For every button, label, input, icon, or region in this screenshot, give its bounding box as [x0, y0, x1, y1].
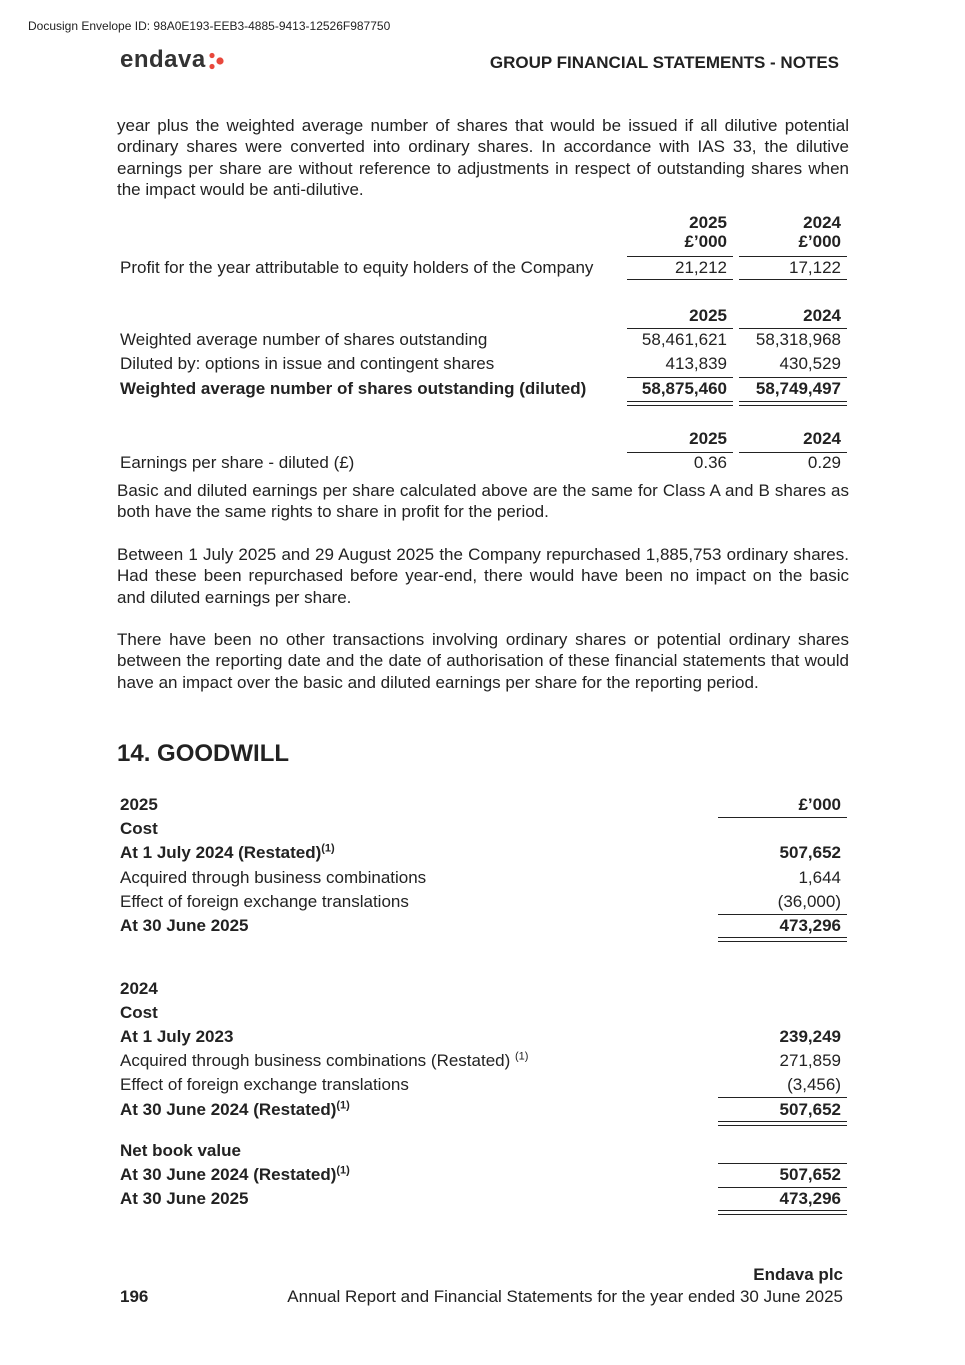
row-label: Acquired through business combinations (Restated) $^{(1)}$: [120, 1050, 529, 1070]
table-row: [120, 330, 965, 350]
row-value: 58,318,968: [755, 330, 841, 349]
row-value: 413,839: [665, 354, 727, 373]
table-row: [120, 916, 965, 936]
paragraph: There have been no other transactions involving ordinary shares or potential ordinary shares between the reporting date and the date of authorisation of these financial statements that would have an impact over the basic and diluted earnings per share for the reporting period.: [117, 630, 849, 692]
row-label: Cost: [120, 1003, 158, 1022]
row-value: 2025: [689, 429, 727, 448]
table-row: [120, 306, 965, 326]
paragraph: Basic and diluted earnings per share calculated above are the same for Class A and B shares as both have the same rights to share in profit for the period.: [117, 481, 849, 522]
table-row: [120, 843, 965, 863]
row-value: 507,652: [779, 1165, 841, 1184]
row-value: 58,461,621: [641, 330, 727, 349]
underline: [718, 1163, 847, 1164]
row-label: 2025: [120, 795, 158, 814]
row-value: £’000: [798, 795, 841, 814]
double-underline: [718, 1210, 847, 1215]
row-value: 473,296: [779, 1189, 841, 1208]
underline: [718, 914, 847, 915]
row-value: 2025: [689, 306, 727, 325]
table-row: [120, 1165, 965, 1185]
table-row: [120, 868, 965, 888]
table-row: [120, 232, 965, 252]
row-value: 2024: [803, 429, 841, 448]
underline: [627, 279, 733, 280]
row-label: At 30 June 2025: [120, 916, 249, 935]
row-value: 0.29: [807, 453, 841, 472]
row-label: Effect of foreign exchange translations: [120, 892, 409, 911]
row-label: At 1 July 2024 (Restated)$^{(1)}$: [120, 842, 335, 862]
row-value: 239,249: [779, 1027, 841, 1046]
row-value: 473,296: [779, 916, 841, 935]
underline: [627, 377, 733, 378]
table-row: [120, 429, 965, 449]
footnote-marker: (1): [515, 1050, 529, 1063]
footer-company: Endava plc: [753, 1265, 843, 1284]
row-value: 507,652: [779, 843, 841, 862]
table-row: [120, 213, 965, 233]
row-label: Weighted average number of shares outstanding (diluted): [120, 379, 587, 398]
underline: [627, 256, 733, 257]
underline: [627, 452, 733, 453]
double-underline: [718, 1121, 847, 1126]
paragraph: year plus the weighted average number of shares that would be issued if all dilutive potential ordinary shares were converted into ordinary shares. In accordance with IAS 33, the dilutive earnings per share are without reference to adjustments in respect of outstanding shares when the impact would be anti-dilutive.: [117, 116, 849, 199]
table-row: [120, 1027, 965, 1047]
row-value: 2025: [689, 213, 727, 232]
table-row: [120, 453, 965, 473]
paragraph: Between 1 July 2025 and 29 August 2025 the Company repurchased 1,885,753 ordinary shares. Had these been repurchased before year-end, there would have been no impact on the basic and diluted earnings per share.: [117, 545, 849, 607]
logo-mark-icon: [208, 52, 226, 70]
table-row: [120, 354, 965, 374]
row-label: Weighted average number of shares outstanding: [120, 330, 488, 349]
section-header: GROUP FINANCIAL STATEMENTS - NOTES: [489, 53, 839, 72]
table-row: [120, 1051, 965, 1071]
row-value: 1,644: [798, 868, 841, 887]
table-row: [120, 795, 965, 815]
underline: [718, 817, 847, 818]
row-value: £’000: [684, 232, 727, 251]
row-value: 271,859: [779, 1051, 841, 1070]
row-label: Net book value: [120, 1141, 241, 1160]
row-label: At 30 June 2025: [120, 1189, 249, 1208]
row-value: 2024: [803, 213, 841, 232]
row-value: 430,529: [779, 354, 841, 373]
underline: [739, 328, 847, 329]
underline: [739, 452, 847, 453]
row-label: At 1 July 2023: [120, 1027, 234, 1046]
table-row: [120, 979, 965, 999]
table-row: [120, 1075, 965, 1095]
underline: [739, 377, 847, 378]
table-row: [120, 1189, 965, 1209]
underline: [627, 328, 733, 329]
underline: [739, 279, 847, 280]
table-row: [120, 1100, 965, 1120]
double-underline: [627, 401, 733, 406]
row-value: 2024: [803, 306, 841, 325]
endava-logo: [120, 46, 226, 74]
row-label: Effect of foreign exchange translations: [120, 1075, 409, 1094]
row-label: Cost: [120, 819, 158, 838]
logo-text: endava: [120, 46, 206, 73]
row-label: Acquired through business combinations: [120, 868, 427, 887]
row-label: At 30 June 2024 (Restated)$^{(1)}$: [120, 1164, 350, 1184]
table-row: [120, 379, 965, 399]
footer-report-title: Annual Report and Financial Statements for the year ended 30 June 2025: [287, 1287, 843, 1306]
row-value: (3,456): [787, 1075, 841, 1094]
page-number: 196: [120, 1287, 149, 1306]
row-label: At 30 June 2024 (Restated)$^{(1)}$: [120, 1099, 350, 1119]
row-value: (36,000): [777, 892, 841, 911]
row-value: 58,749,497: [755, 379, 841, 398]
double-underline: [739, 401, 847, 406]
row-label: Earnings per share - diluted (£): [120, 453, 355, 472]
footnote-marker: (1): [336, 1164, 350, 1177]
underline: [739, 256, 847, 257]
row-label: Profit for the year attributable to equity holders of the Company: [120, 258, 594, 277]
underline: [718, 1187, 847, 1188]
row-value: 58,875,460: [641, 379, 727, 398]
row-label: Diluted by: options in issue and contingent shares: [120, 354, 495, 373]
underline: [718, 1097, 847, 1098]
row-value: 507,652: [779, 1100, 841, 1119]
goodwill-heading: 14. GOODWILL: [117, 740, 290, 767]
footnote-marker: (1): [321, 842, 335, 855]
table-row: [120, 892, 965, 912]
envelope-id: Docusign Envelope ID: 98A0E193-EEB3-4885-9413-12526F987750: [28, 19, 391, 33]
table-row: [120, 819, 965, 839]
row-value: £’000: [798, 232, 841, 251]
table-row: [120, 1003, 965, 1023]
footnote-marker: (1): [336, 1099, 350, 1112]
table-row: [120, 258, 965, 278]
row-label: 2024: [120, 979, 158, 998]
row-value: 0.36: [693, 453, 727, 472]
table-row: [120, 1141, 965, 1161]
double-underline: [718, 937, 847, 942]
row-value: 21,212: [675, 258, 727, 277]
row-value: 17,122: [789, 258, 841, 277]
